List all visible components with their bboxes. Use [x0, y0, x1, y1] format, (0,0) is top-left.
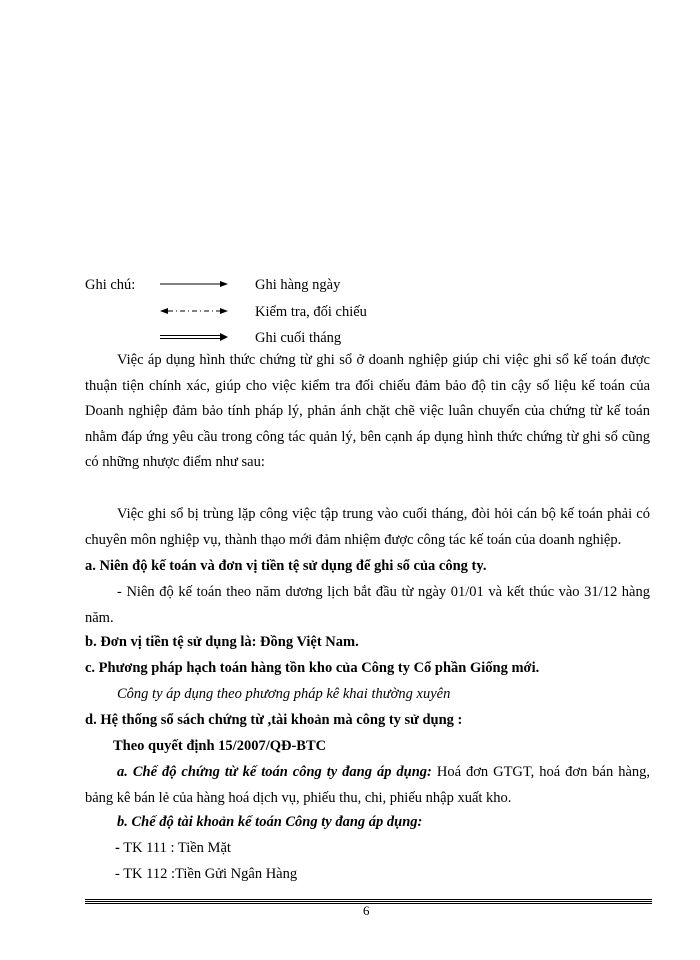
voucher-regime-text: Hoá đơn GTGT, hoá đơn bán hàng, bảng kê bán lẻ của hàng hoá dịch vụ, phiếu thu, chi, phiếu nhập xuất kho. — [85, 764, 651, 806]
account-111: - TK 111 : Tiền Mặt — [115, 840, 231, 856]
legend-daily: Ghi hàng ngày — [255, 277, 341, 293]
page-number: 6 — [363, 903, 370, 918]
legend-check: Kiểm tra, đối chiếu — [255, 304, 367, 320]
paragraph-fiscal-year: - Niên độ kế toán theo năm dương lịch bắt đầu từ ngày 01/01 và kết thúc vào 31/12 hàng năm. — [85, 584, 650, 626]
solid-arrow-icon — [160, 279, 228, 289]
heading-d: d. Hệ thống sổ sách chứng từ ,tài khoản mà công ty sử dụng : — [85, 712, 463, 728]
decision-reference: Theo quyết định 15/2007/QĐ-BTC — [113, 738, 327, 754]
account-112: - TK 112 :Tiền Gửi Ngân Hàng — [115, 866, 298, 882]
footer-rule-1 — [85, 899, 652, 900]
paragraph-drawback: Việc ghi sổ bị trùng lặp công việc tập trung vào cuối tháng, đòi hỏi cán bộ kế toán phải có chuyên môn nghiệp vụ, thành thạo mới đảm nhiệm được công tác kế toán của doanh nghiệp. — [85, 506, 650, 548]
account-regime-label: b. Chế độ tài khoản kế toán Công ty đang áp dụng: — [117, 814, 423, 830]
paragraph-voucher-regime — [85, 760, 650, 811]
heading-a: a. Niên độ kế toán và đơn vị tiền tệ sử dụng để ghi sổ của công ty. — [85, 558, 487, 574]
voucher-regime-label: a. Chế độ chứng từ kế toán công ty đang áp dụng: — [117, 764, 432, 780]
heading-b: b. Đơn vị tiền tệ sử dụng là: Đồng Việt Nam. — [85, 634, 359, 650]
double-line-arrow-icon — [160, 332, 228, 342]
legend-title: Ghi chú: — [85, 277, 136, 293]
legend-month-end: Ghi cuối tháng — [255, 330, 342, 346]
footer-rule-2 — [85, 901, 652, 902]
dash-dot-double-arrow-icon — [160, 306, 228, 316]
paragraph-intro: Việc áp dụng hình thức chứng từ ghi sổ ở doanh nghiệp giúp chi việc ghi sổ kế toán được thuận tiện chính xác, giúp cho việc kiểm tra đối chiếu đảm bảo độ tin cậy số liệu kế toán của Doanh nghiệp đảm bảo tính pháp lý, phản ánh chặt chẽ việc luân chuyển của chứng từ kế toán nhằm đáp ứng yêu cầu trong công tác quản lý, bên cạnh áp dụng hình thức chứng từ ghi sổ cũng có những nhược điểm như sau: — [85, 352, 650, 470]
inventory-method: Công ty áp dụng theo phương pháp kê khai thường xuyên — [117, 686, 451, 702]
heading-c: c. Phương pháp hạch toán hàng tồn kho của Công ty Cổ phần Giống mới. — [85, 660, 540, 676]
